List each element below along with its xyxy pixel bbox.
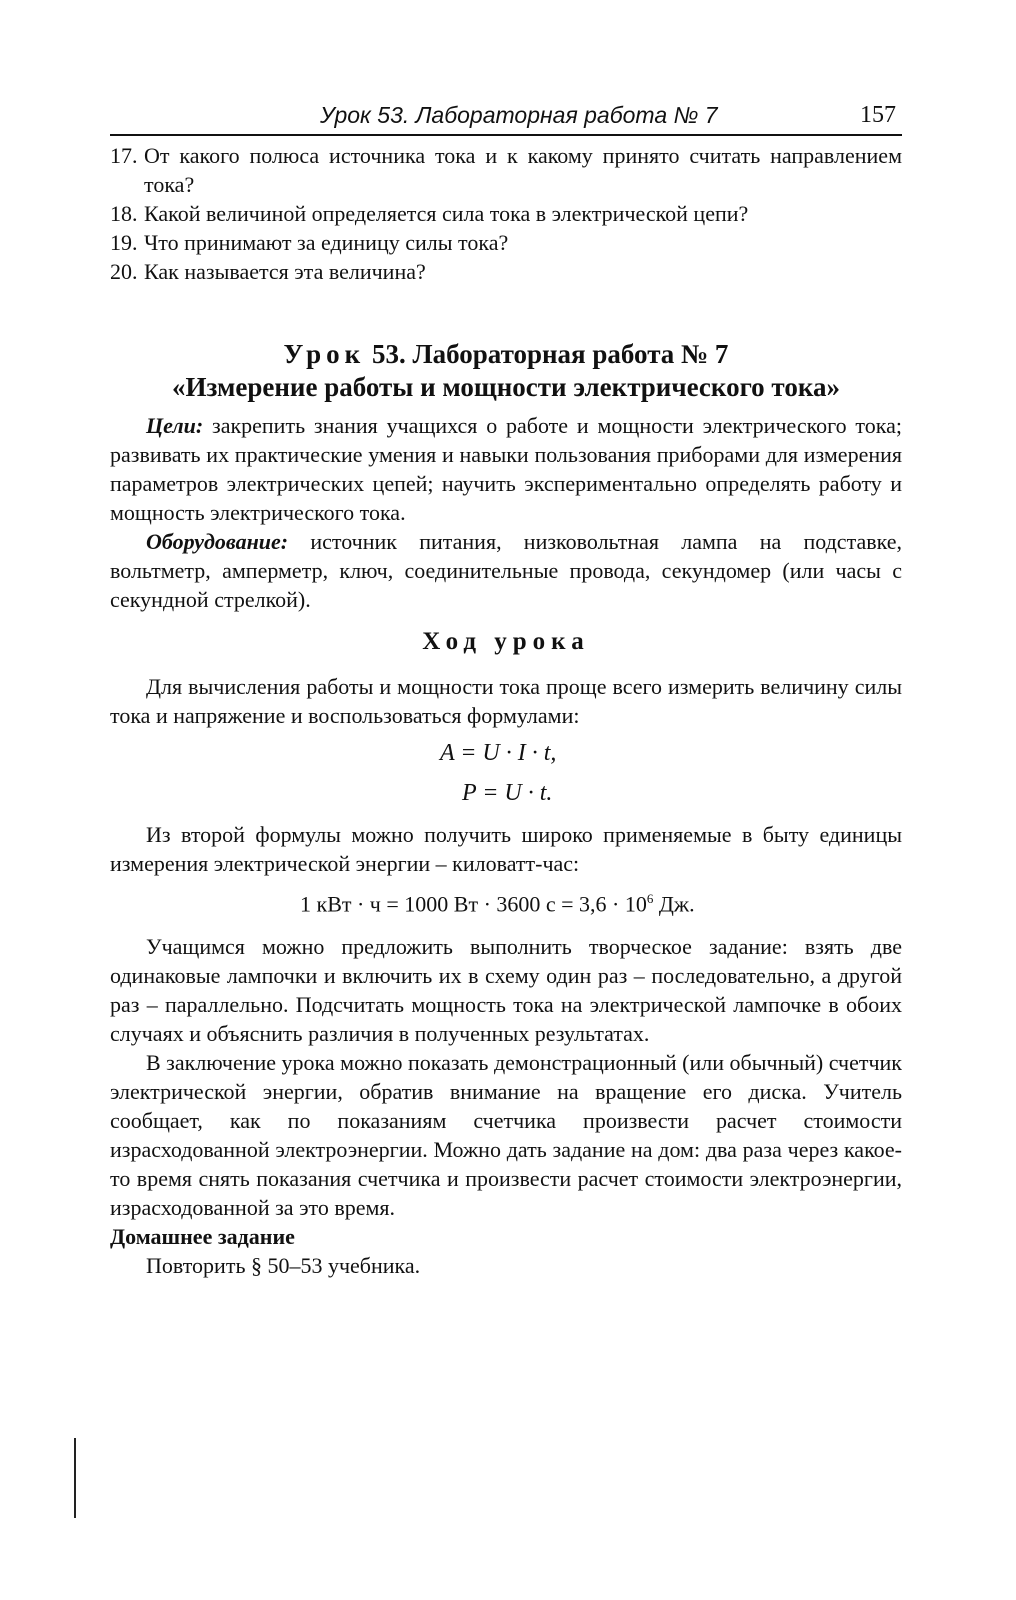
formula-kilowatt-hour	[300, 891, 695, 917]
equipment-paragraph	[110, 527, 902, 614]
paragraph: В заключение урока можно показать демонстрационный (или обычный) счетчик электрической энергии, обратив внимание на вращение его диска. Учитель сообщает, как по показаниям счетчика произвести расчет стоимости израсходованной электроэнергии. Можно дать задание на дом: два раза через какое-то время снять показания счетчика и произвести расчет стоимости электроэнергии, израсходованной за это время.	[110, 1050, 902, 1220]
formula-main: 1 кВт · ч = 1000 Вт · 3600 с = 3,6 · 10	[300, 891, 647, 917]
section-heading: Ход урока	[422, 628, 590, 655]
lesson-intro	[110, 411, 902, 614]
paragraph: Для вычисления работы и мощности тока проще всего измерить величину силы тока и напряжение и воспользоваться формулами:	[110, 674, 902, 728]
question-number: 20.	[110, 259, 138, 284]
goals-paragraph	[110, 411, 902, 527]
page-number: 157	[860, 102, 896, 128]
goals-text: закрепить знания учащихся о работе и мощности электрического тока; развивать их практические умения и навыки пользования приборами для измерения параметров электрических цепей; научить экспериментально определять работу и мощность электрического тока.	[110, 413, 902, 525]
closing-section	[110, 932, 902, 1222]
question-list	[110, 141, 902, 286]
formula-end: Дж.	[653, 891, 695, 917]
list-item	[110, 199, 902, 228]
formula-work: A = U · I · t,	[440, 740, 557, 766]
lesson-subtitle: «Измерение работы и мощности электрического тока»	[172, 372, 840, 402]
formula-exponent: 6	[646, 891, 654, 906]
question-number: 17.	[110, 143, 138, 168]
question-text: Какой величиной определяется сила тока в электрической цепи?	[144, 201, 749, 226]
running-title: Урок 53. Лабораторная работа № 7	[320, 102, 718, 128]
lesson-title	[110, 338, 902, 404]
paragraph: Учащимся можно предложить выполнить творческое задание: взять две одинаковые лампочки и включить их в схему один раз – последовательно, а другой раз – параллельно. Подсчитать мощность тока на электрической лампочке в обоих случаях и объяснить различия в полученных результатах.	[110, 934, 902, 1046]
question-text: Как называется эта величина?	[144, 259, 426, 284]
progress-paragraph-2	[110, 820, 902, 878]
scan-artifact-line	[74, 1438, 76, 1518]
lesson-title-prefix: Урок	[283, 339, 366, 369]
list-item	[110, 257, 902, 286]
homework-title: Домашнее задание	[110, 1224, 295, 1249]
equipment-text: источник питания, низковольтная лампа на подставке, вольтметр, амперметр, ключ, соединительные провода, секундомер (или часы с секундной стрелкой).	[110, 529, 903, 612]
progress-paragraph-1	[110, 672, 902, 730]
lesson-title-line	[110, 338, 902, 371]
formula-power: P = U · t.	[462, 780, 553, 806]
goals-label: Цели:	[146, 413, 204, 438]
homework-text: Повторить § 50–53 учебника.	[146, 1253, 421, 1278]
question-text: Что принимают за единицу силы тока?	[144, 230, 509, 255]
equipment-label: Оборудование:	[146, 529, 289, 554]
question-number: 19.	[110, 230, 138, 255]
question-text: От какого полюса источника тока и к какому принято считать направлением тока?	[144, 143, 902, 197]
list-item	[110, 228, 902, 257]
question-number: 18.	[110, 201, 138, 226]
running-header	[110, 100, 902, 136]
lesson-title-rest: 53. Лабораторная работа № 7	[371, 339, 729, 369]
paragraph: Из второй формулы можно получить широко применяемые в быту единицы измерения электрической энергии – киловатт-час:	[110, 822, 902, 876]
list-item	[110, 141, 902, 199]
